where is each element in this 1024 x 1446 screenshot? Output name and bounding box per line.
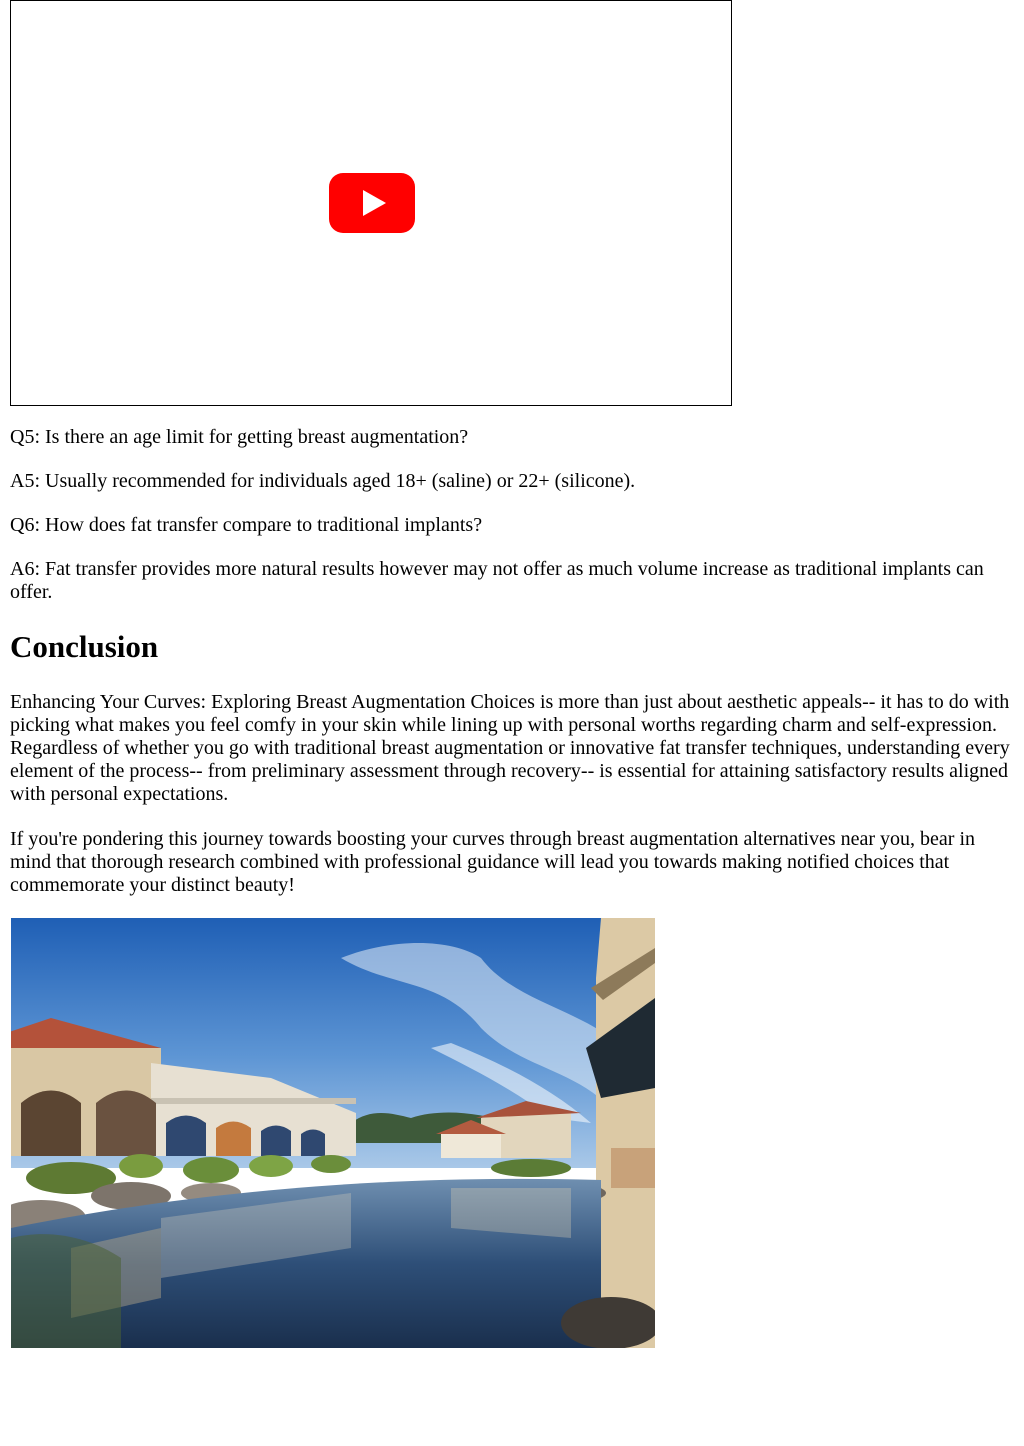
faq-answer-5: A5: Usually recommended for individuals aged 18+ (saline) or 22+ (silicone). [10, 470, 636, 492]
conclusion-paragraph-1: Enhancing Your Curves: Exploring Breast Augmentation Choices is more than just about aesthetic appeals-- it has to do with picking what makes you feel comfy in your skin while lining up with personal worths regarding charm and self-expression. Regardless of whether you go with traditional breast augmentation or innovative fat transfer techniques, understanding every element of the process-- from preliminary assessment through recovery-- is essential for attaining satisfactory results aligned with personal expectations. [10, 691, 1010, 805]
faq-question-5: Q5: Is there an age limit for getting breast augmentation? [10, 426, 469, 448]
waterfront-plaza-photo [11, 918, 655, 1348]
faq-answer-6: A6: Fat transfer provides more natural results however may not offer as much volume increase as traditional implants can offer. [10, 558, 984, 603]
conclusion-heading: Conclusion [10, 629, 159, 664]
youtube-play-icon[interactable] [329, 173, 415, 233]
video-embed[interactable] [10, 0, 732, 406]
conclusion-paragraph-2: If you're pondering this journey towards boosting your curves through breast augmentation alternatives near you, bear in mind that thorough research combined with professional guidance will lead you towards making notified choices that commemorate your distinct beauty! [10, 828, 976, 896]
faq-question-6: Q6: How does fat transfer compare to traditional implants? [10, 514, 483, 536]
